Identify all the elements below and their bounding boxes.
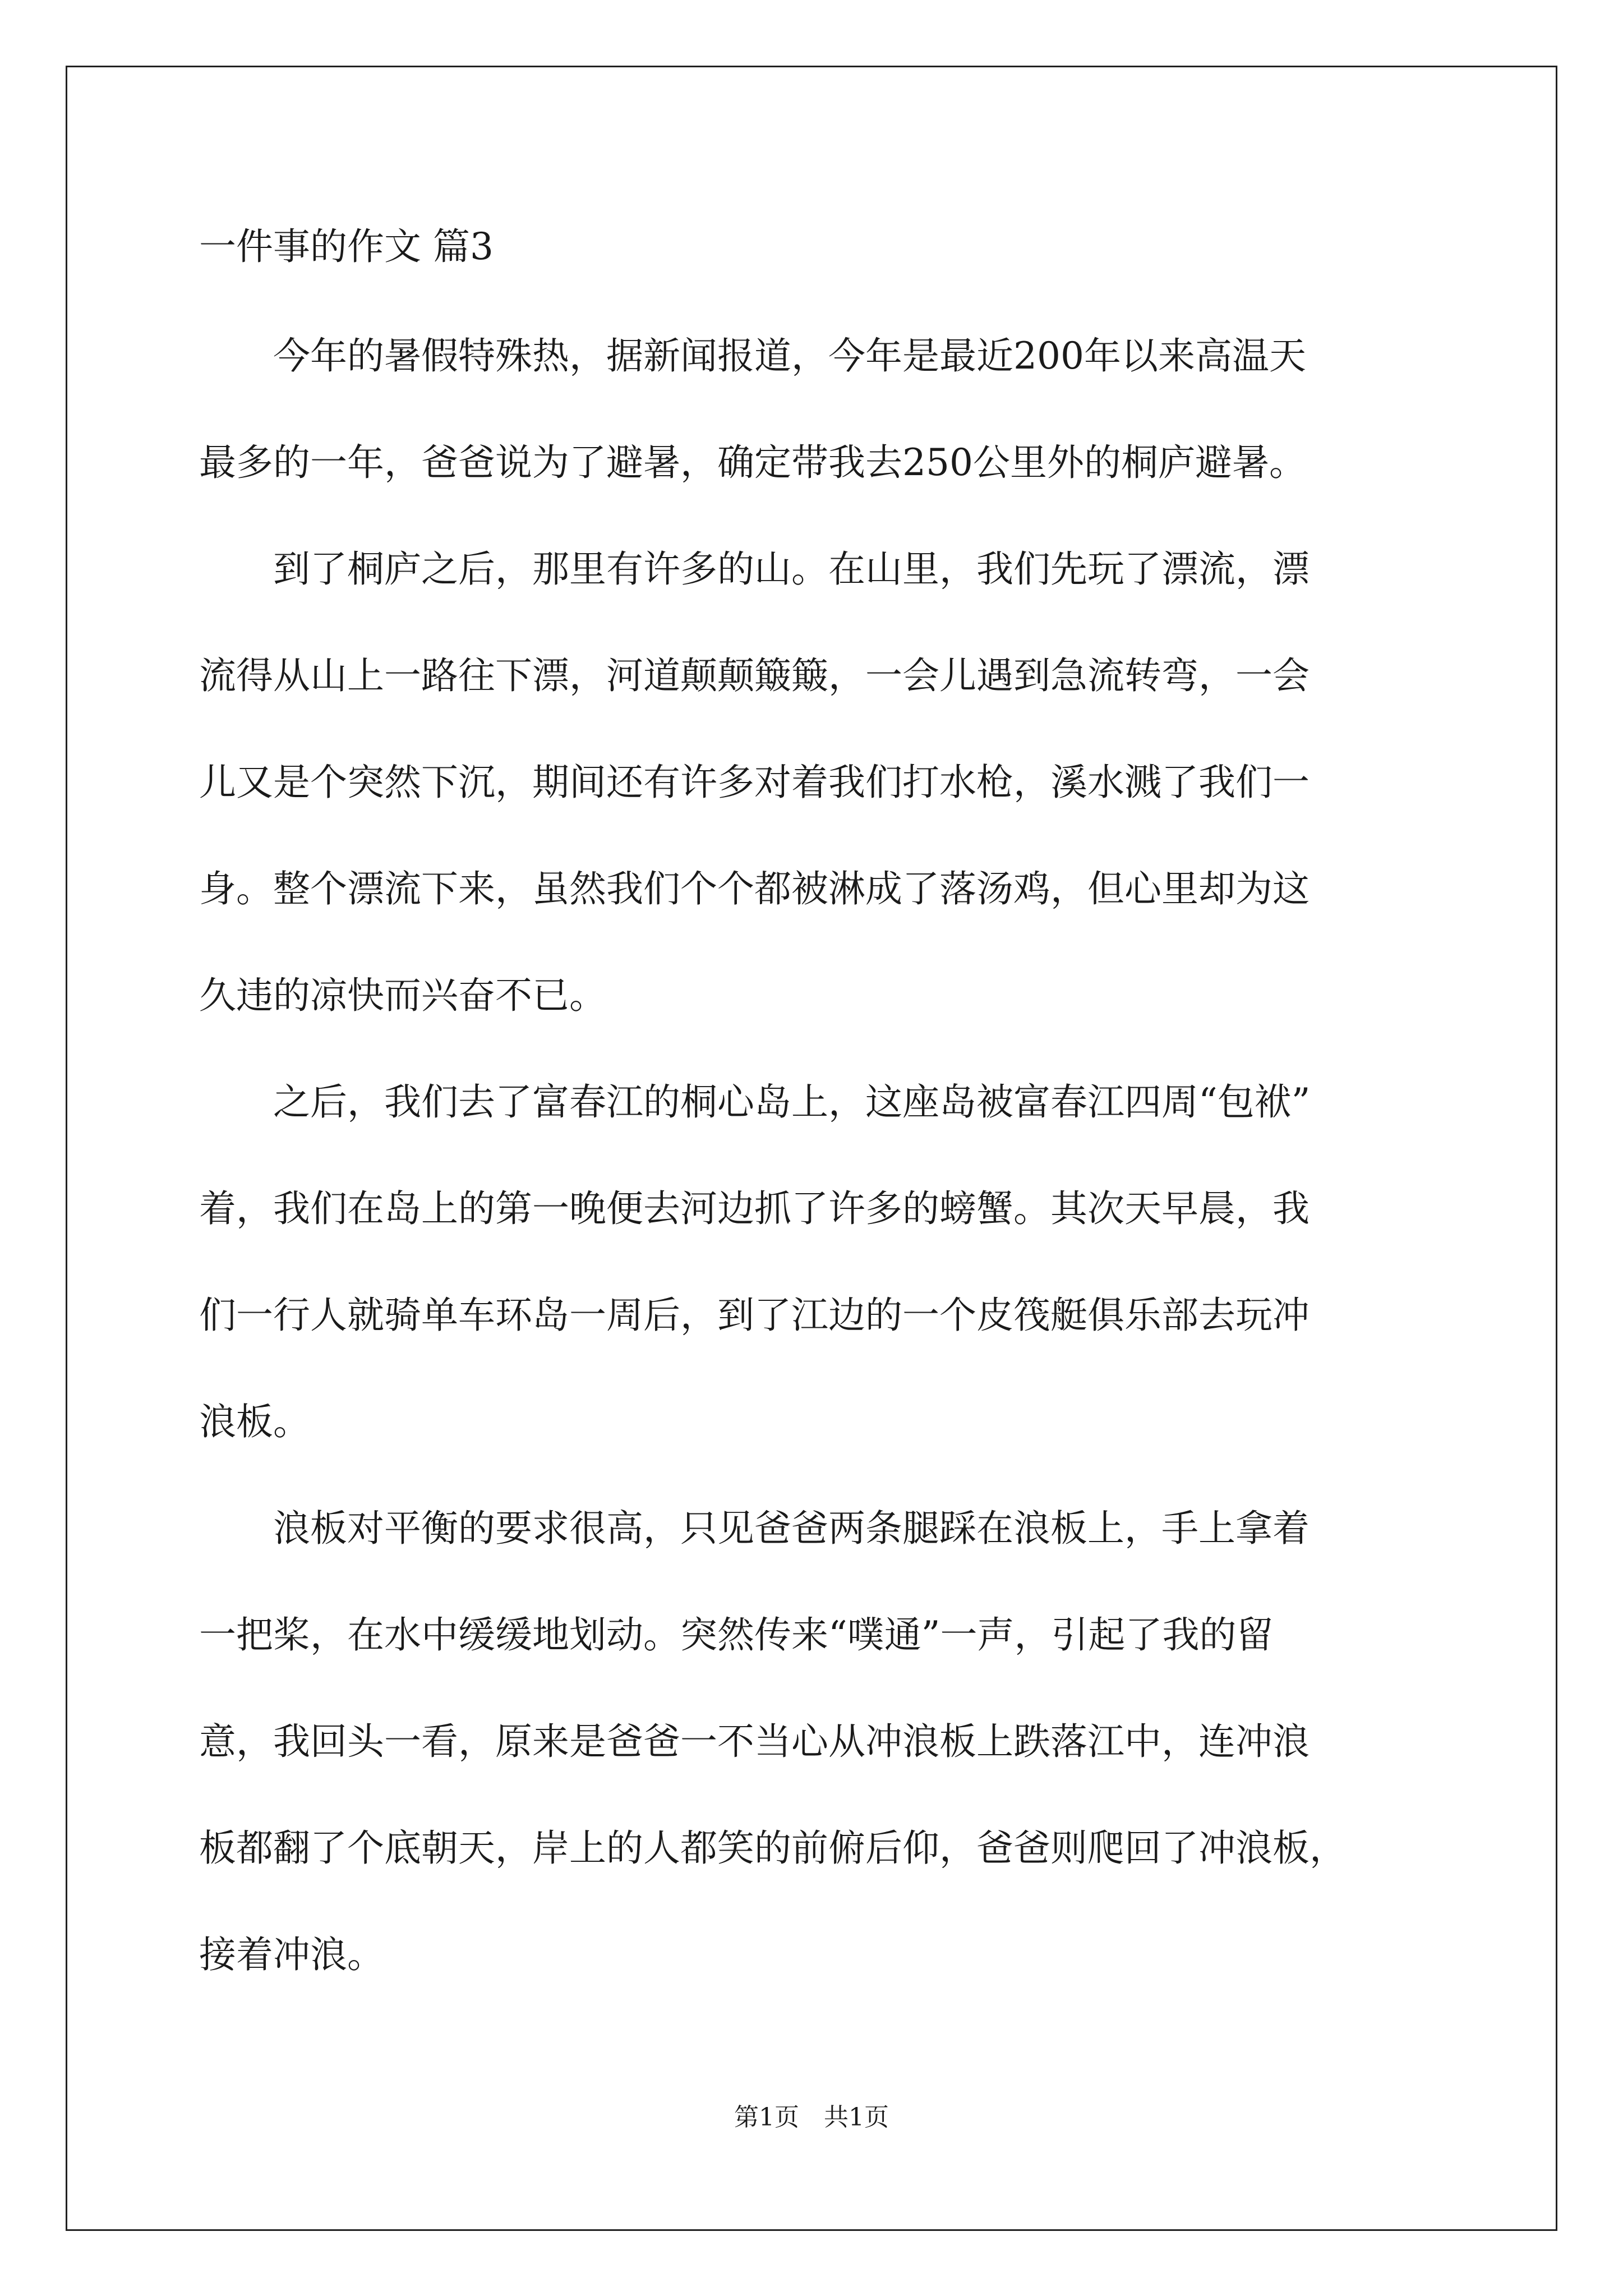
text-line: 最多的一年，爸爸说为了避暑，确定带我去250公里外的桐庐避暑。 xyxy=(199,441,1306,484)
text-line: 儿又是个突然下沉，期间还有许多对着我们打水枪，溪水溅了我们一 xyxy=(199,761,1310,804)
page-border xyxy=(66,66,1557,2231)
text-line: 久违的凉快而兴奋不已。 xyxy=(199,974,606,1017)
text-line: 身。整个漂流下来，虽然我们个个都被淋成了落汤鸡，但心里却为这 xyxy=(199,867,1310,910)
text-line: 之后，我们去了富春江的桐心岛上，这座岛被富春江四周“包袱” xyxy=(199,1080,1311,1124)
text-line: 浪板对平衡的要求很高，只见爸爸两条腿踩在浪板上，手上拿着 xyxy=(199,1507,1310,1550)
text-line: 着，我们在岛上的第一晚便去河边抓了许多的螃蟹。其次天早晨，我 xyxy=(199,1187,1310,1230)
text-line: 一把桨，在水中缓缓地划动。突然传来“噗通”一声，引起了我的留 xyxy=(199,1613,1274,1657)
text-line: 意，我回头一看，原来是爸爸一不当心从冲浪板上跌落江中，连冲浪 xyxy=(199,1720,1310,1763)
text-line: 浪板。 xyxy=(199,1400,310,1443)
text-line: 流得从山上一路往下漂，河道颠颠簸簸，一会儿遇到急流转弯，一会 xyxy=(199,654,1310,697)
text-line: 们一行人就骑单车环岛一周后，到了江边的一个皮筏艇俱乐部去玩冲 xyxy=(199,1294,1310,1337)
text-line: 到了桐庐之后，那里有许多的山。在山里，我们先玩了漂流，漂 xyxy=(199,547,1310,591)
text-line: 今年的暑假特殊热，据新闻报道，今年是最近200年以来高温天 xyxy=(199,334,1306,378)
text-line: 接着冲浪。 xyxy=(199,1933,384,1976)
text-line: 板都翻了个底朝天，岸上的人都笑的前俯后仰，爸爸则爬回了冲浪板， xyxy=(199,1826,1347,1870)
page-number-footer: 第1页 共1页 xyxy=(734,2103,889,2132)
document-title: 一件事的作文 篇3 xyxy=(199,225,494,268)
